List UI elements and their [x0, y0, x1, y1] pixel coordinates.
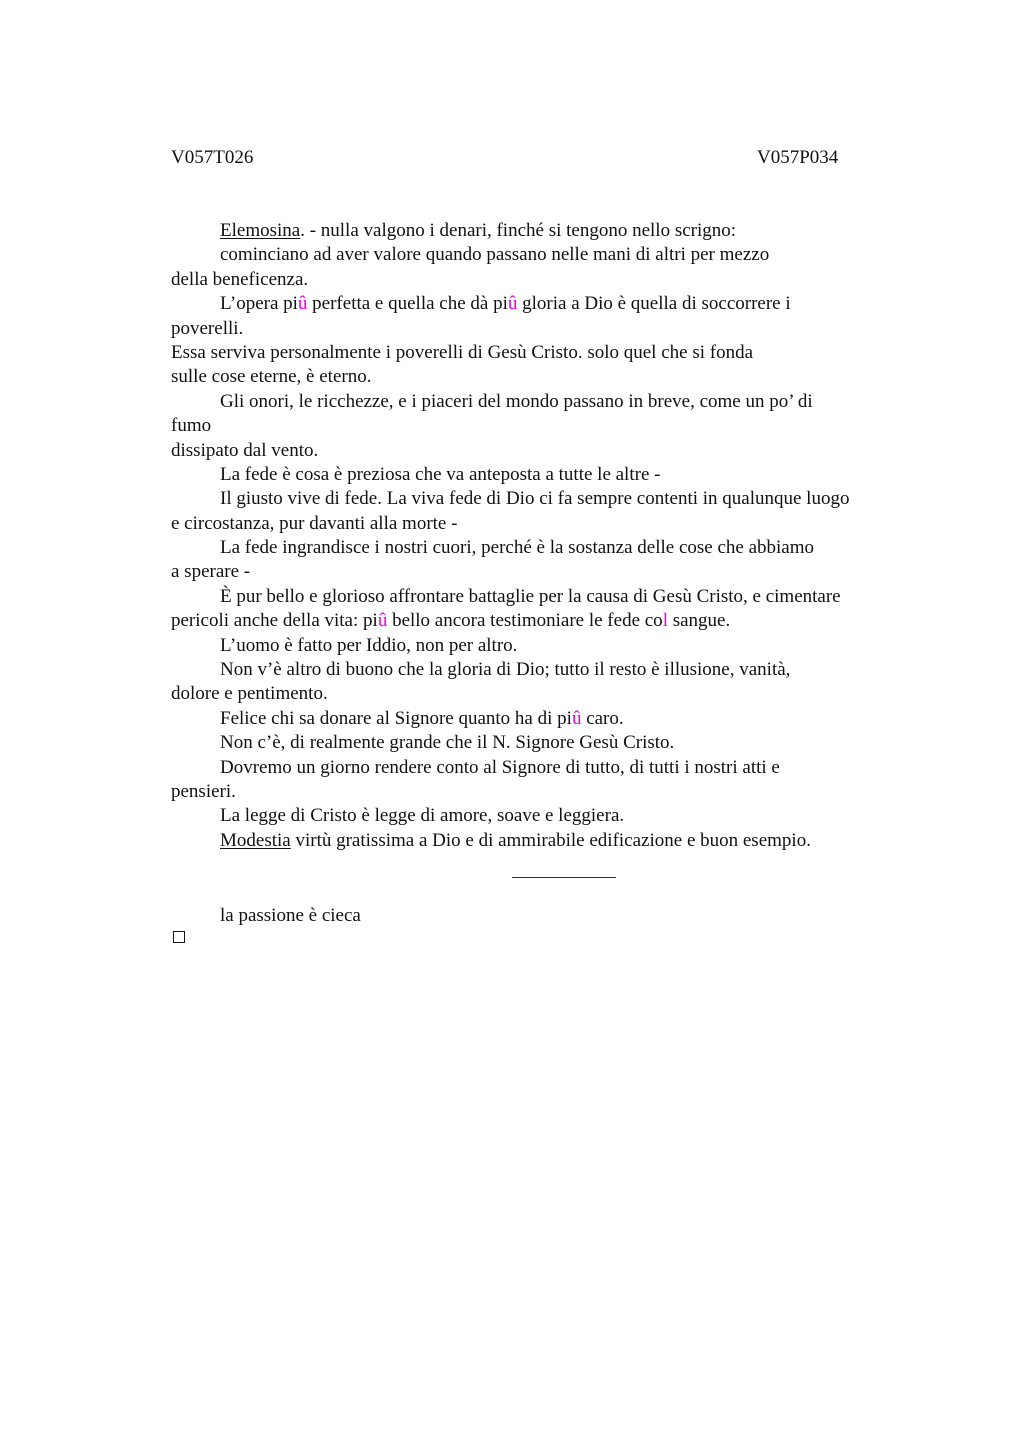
text-line: pensieri.	[171, 780, 236, 802]
text-line: Non c’è, di realmente grande che il N. Signore Gesù Cristo.	[220, 732, 675, 754]
highlighted-char: l	[662, 610, 668, 632]
text-line: poverelli.	[171, 317, 244, 339]
text-line: Elemosina. - nulla valgono i denari, finché si tengono nello scrigno:	[220, 220, 737, 241]
heading-modestia: Modestia	[220, 829, 291, 851]
highlighted-char: û	[507, 293, 518, 315]
separator-rule	[512, 877, 616, 878]
text-line: della beneficenza.	[171, 268, 309, 290]
text-line: Felice chi sa donare al Signore quanto ha di piû caro.	[220, 707, 624, 729]
text-line: pericoli anche della vita: piû bello ancora testimoniare le fede col sangue.	[171, 610, 731, 632]
highlighted-char: û	[377, 610, 388, 632]
text-line: Non v’è altro di buono che la gloria di Dio; tutto il resto è illusione, vanità,	[220, 659, 791, 681]
text-line: e circostanza, pur davanti alla morte -	[171, 512, 458, 534]
header-right-code: V057P034	[757, 147, 839, 168]
highlighted-char: û	[297, 293, 308, 315]
text-line: Modestia virtù gratissima a Dio e di ammirabile edificazione e buon esempio.	[220, 829, 811, 851]
text-line: È pur bello e glorioso affrontare battaglie per la causa di Gesù Cristo, e cimentare	[220, 585, 841, 607]
body-text	[171, 219, 911, 853]
header-left-code: V057T026	[171, 147, 254, 168]
text-line: cominciano ad aver valore quando passano nelle mani di altri per mezzo	[220, 244, 770, 266]
text-line: L’opera piû perfetta e quella che dà piû gloria a Dio è quella di soccorrere i	[220, 293, 791, 315]
text-line: La legge di Cristo è legge di amore, soave e leggiera.	[220, 805, 625, 827]
text-line: Gli onori, le ricchezze, e i piaceri del mondo passano in breve, come un po’ di	[220, 390, 813, 412]
text-line: dissipato dal vento.	[171, 439, 319, 461]
text-line: sulle cose eterne, è eterno.	[171, 366, 372, 388]
heading-elemosina: Elemosina	[220, 220, 301, 241]
footer-note: la passione è cieca	[220, 905, 361, 926]
text-line: a sperare -	[171, 561, 251, 583]
text-line: Il giusto vive di fede. La viva fede di Dio ci fa sempre contenti in qualunque luogo	[220, 488, 850, 510]
checkbox-icon[interactable]	[173, 931, 185, 943]
text-line: fumo	[171, 415, 212, 437]
highlighted-char: û	[571, 707, 582, 729]
text-line: La fede ingrandisce i nostri cuori, perché è la sostanza delle cose che abbiamo	[220, 537, 815, 559]
text-line: Dovremo un giorno rendere conto al Signore di tutto, di tutti i nostri atti e	[220, 756, 780, 778]
text-line: dolore e pentimento.	[171, 683, 328, 705]
text-line: La fede è cosa è preziosa che va anteposta a tutte le altre -	[220, 463, 661, 485]
text-line: L’uomo è fatto per Iddio, non per altro.	[220, 634, 518, 656]
text-line: Essa serviva personalmente i poverelli di Gesù Cristo. solo quel che si fonda	[171, 341, 754, 363]
